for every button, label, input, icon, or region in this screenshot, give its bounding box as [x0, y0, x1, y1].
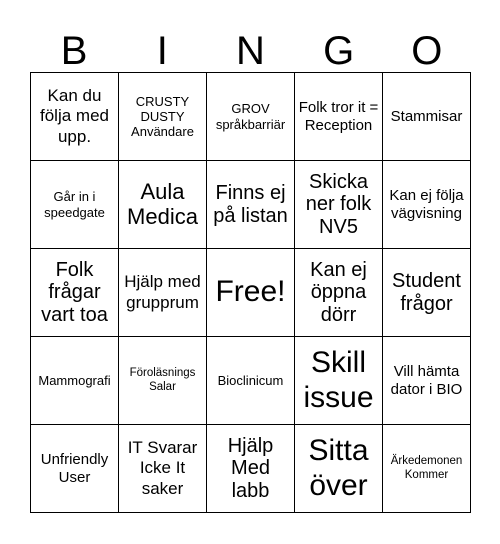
header-letter-i: I [156, 29, 168, 73]
bingo-card [30, 72, 471, 513]
bingo-cell[interactable]: Hjälp med grupprum [119, 249, 207, 337]
bingo-cell[interactable]: Hjälp Med labb [207, 425, 295, 513]
bingo-cell[interactable]: Vill hämta dator i BIO [383, 337, 471, 425]
bingo-cell[interactable]: Folk tror it = Reception [295, 73, 383, 161]
header-letter-b: B [60, 29, 88, 73]
free-space[interactable]: Free! [207, 249, 295, 337]
bingo-cell[interactable]: Bioclinicum [207, 337, 295, 425]
bingo-cell[interactable]: Stammisar [383, 73, 471, 161]
bingo-cell[interactable]: Skill issue [295, 337, 383, 425]
bingo-cell[interactable]: IT Svarar Icke It saker [119, 425, 207, 513]
header-letter-n: N [236, 29, 265, 73]
bingo-cell[interactable]: Sitta över [295, 425, 383, 513]
bingo-cell[interactable]: CRUSTY DUSTY Användare [119, 73, 207, 161]
bingo-cell[interactable]: Skicka ner folk NV5 [295, 161, 383, 249]
bingo-cell[interactable]: Aula Medica [119, 161, 207, 249]
bingo-cell[interactable]: Mammografi [31, 337, 119, 425]
bingo-cell[interactable]: GROV språkbarriär [207, 73, 295, 161]
bingo-cell[interactable]: Kan ej öppna dörr [295, 249, 383, 337]
header-letter-g: G [323, 29, 355, 73]
bingo-cell[interactable]: Unfriendly User [31, 425, 119, 513]
bingo-cell[interactable]: Folk frågar vart toa [31, 249, 119, 337]
bingo-cell[interactable]: Kan ej följa vägvisning [383, 161, 471, 249]
bingo-cell[interactable]: Student frågor [383, 249, 471, 337]
bingo-cell[interactable]: Ärkedemonen Kommer [383, 425, 471, 513]
bingo-cell[interactable]: Går in i speedgate [31, 161, 119, 249]
bingo-cell[interactable]: Finns ej på listan [207, 161, 295, 249]
bingo-cell[interactable]: Kan du följa med upp. [31, 73, 119, 161]
header-letter-o: O [411, 29, 443, 73]
bingo-cell[interactable]: Föroläsnings Salar [119, 337, 207, 425]
